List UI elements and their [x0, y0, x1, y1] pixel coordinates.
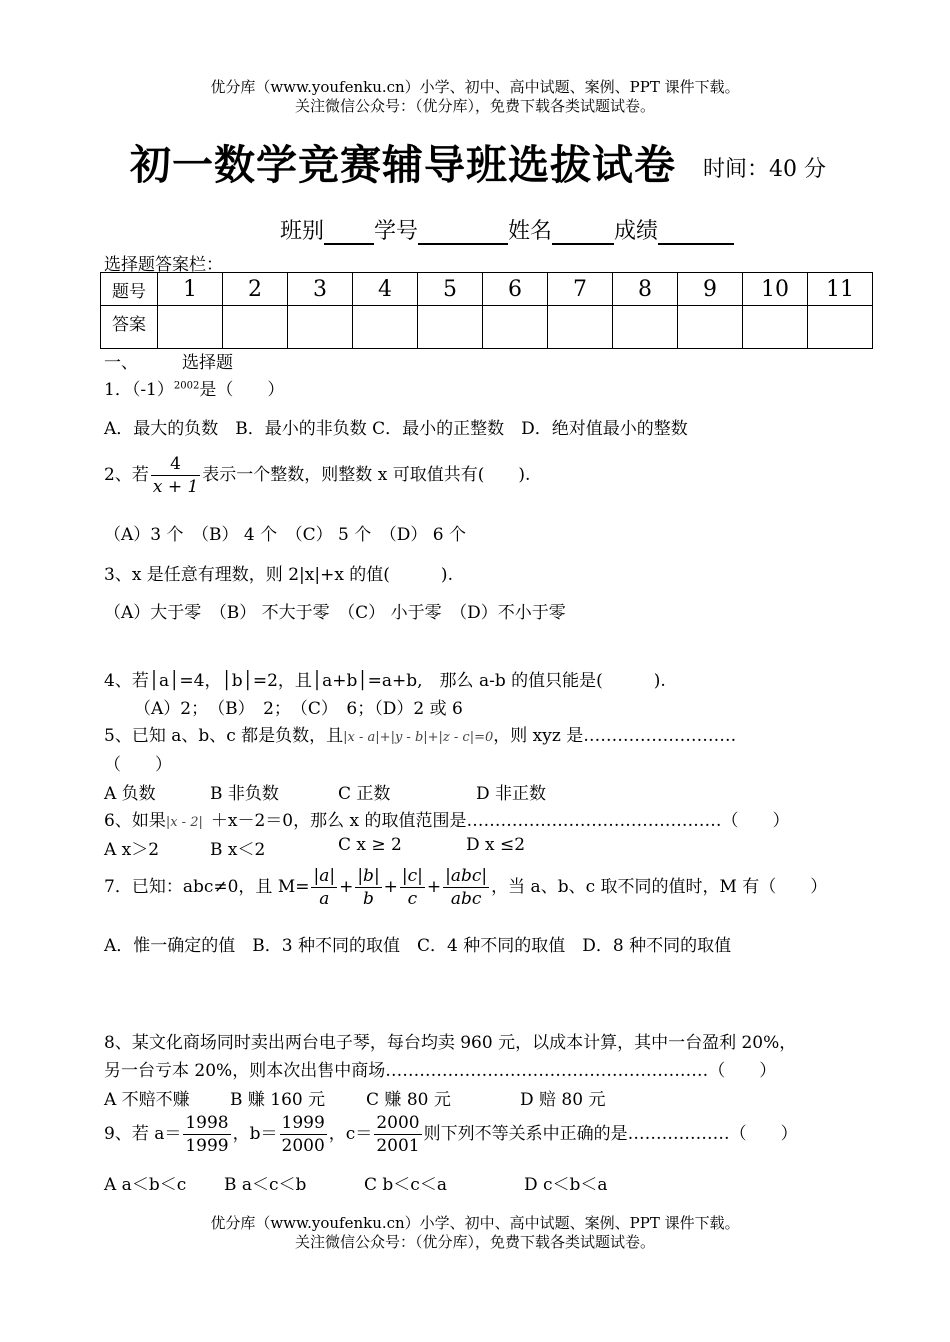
- time-limit: 时间：40 分: [703, 157, 826, 182]
- q8-line-2: 另一台亏本 20%，则本次出售中商场…………………………………………………（ ）: [104, 1061, 777, 1081]
- q2-pre: 2、若: [104, 465, 149, 485]
- question-number: 9: [678, 273, 743, 306]
- q6-pre: 6、如果: [104, 811, 166, 831]
- question-number: 8: [613, 273, 678, 306]
- answer-table: [100, 272, 873, 349]
- q5-stem: [104, 721, 736, 746]
- answer-cell[interactable]: [808, 306, 873, 349]
- q3-stem: 3、x 是任意有理数，则 2|x|+x 的值( ).: [104, 565, 453, 585]
- student-info: [280, 214, 734, 245]
- answer-table-answer-row: [101, 306, 873, 349]
- answer-cell[interactable]: [743, 306, 808, 349]
- q7-denominator: abc: [450, 889, 482, 909]
- q7-fraction: [355, 865, 381, 910]
- class-label: 班别: [280, 219, 325, 244]
- q8-option-d: D 赔 80 元: [520, 1090, 606, 1110]
- q9-fraction-b: [280, 1112, 327, 1157]
- q9-a-denominator: 1999: [185, 1136, 229, 1156]
- answer-cell[interactable]: [613, 306, 678, 349]
- q1-stem-b: 是（ ）: [199, 380, 285, 400]
- section-number: 一、: [104, 353, 138, 373]
- footer-line-2: 关注微信公众号：（优分库），免费下载各类试题试卷。: [294, 1233, 655, 1251]
- q7-denominator: a: [319, 889, 330, 909]
- q5-pre: 5、已知 a、b、c 都是负数，且: [104, 726, 344, 746]
- q5-option-d: D 非正数: [476, 784, 547, 804]
- q5-option-c: C 正数: [338, 784, 391, 804]
- answer-cell[interactable]: [483, 306, 548, 349]
- q5-option-a: A 负数: [104, 784, 156, 804]
- question-number: 3: [288, 273, 353, 306]
- section-heading: [104, 348, 233, 373]
- header-line-1: 优分库（www.youfenku.cn）小学、初中、高中试题、案例、PPT 课件下载。: [210, 78, 740, 96]
- q1-stem-a: 1．（-1）: [104, 380, 174, 400]
- answer-cell[interactable]: [288, 306, 353, 349]
- q2-numerator: 4: [151, 453, 200, 476]
- q8-option-c: C 赚 80 元: [366, 1090, 451, 1110]
- q2-options: （A）3 个 （B） 4 个 （C） 5 个 （D） 6 个: [104, 525, 466, 545]
- q2-denominator: x + 1: [152, 477, 199, 497]
- row-label-answer: 答案: [101, 306, 158, 349]
- answer-table-header-row: [101, 273, 873, 306]
- q5-bracket: （ ）: [104, 755, 172, 775]
- q7-plus: +: [383, 877, 398, 897]
- answer-cell[interactable]: [223, 306, 288, 349]
- q9-a-numerator: 1998: [185, 1113, 229, 1133]
- q3-options: （A）大于零 （B） 不大于零 （C） 小于零 （D）不小于零: [104, 603, 566, 623]
- q7-fraction: [311, 865, 337, 910]
- q7-post: ，当 a、b、c 取不同的值时，M 有（ ）: [491, 877, 828, 897]
- q6-expression: |x - 2|: [165, 815, 203, 830]
- score-blank[interactable]: [658, 219, 734, 245]
- row-label-number: 题号: [101, 273, 158, 306]
- name-blank[interactable]: [552, 219, 614, 245]
- q9-post: 则下列不等关系中正确的是………………（ ）: [423, 1124, 798, 1144]
- question-number: 11: [808, 273, 873, 306]
- q9-stem: [104, 1112, 798, 1157]
- q9-fraction-a: [183, 1112, 230, 1157]
- q7-fraction: [443, 865, 489, 910]
- q5-expression: |x - a|+|y - b|+|z - c|=0: [343, 730, 494, 745]
- q8-option-a: A 不赔不赚: [104, 1090, 190, 1110]
- q6-option-b: B x＜2: [210, 840, 266, 860]
- q9-c-pre: ，c＝: [328, 1124, 373, 1144]
- answer-cell[interactable]: [548, 306, 613, 349]
- q9-b-pre: ，b＝: [232, 1124, 278, 1144]
- footer-line-1: 优分库（www.youfenku.cn）小学、初中、高中试题、案例、PPT 课件下载。: [210, 1214, 740, 1232]
- header-line-2: 关注微信公众号：（优分库），免费下载各类试题试卷。: [294, 97, 655, 115]
- q9-pre: 9、若 a＝: [104, 1124, 182, 1144]
- q5-post: ，则 xyz 是………………………: [493, 726, 737, 746]
- q1-stem: [104, 375, 284, 400]
- q7-plus: +: [426, 877, 442, 897]
- q7-denominator: c: [407, 889, 418, 909]
- q2-post: 表示一个整数，则整数 x 可取值共有( ).: [202, 465, 531, 485]
- q9-c-numerator: 2000: [376, 1113, 420, 1133]
- name-label: 姓名: [508, 219, 553, 244]
- answer-cell[interactable]: [158, 306, 223, 349]
- question-number: 2: [223, 273, 288, 306]
- question-number: 10: [743, 273, 808, 306]
- section-title: 选择题: [182, 353, 233, 373]
- q9-c-denominator: 2001: [376, 1136, 420, 1156]
- question-number: 5: [418, 273, 483, 306]
- q9-b-denominator: 2000: [281, 1136, 325, 1156]
- q9-option-c: C b＜c＜a: [364, 1175, 447, 1195]
- q7-numerator: |a|: [313, 866, 336, 886]
- question-number: 1: [158, 273, 223, 306]
- q7-stem: [104, 865, 827, 910]
- q6-option-a: A x＞2: [104, 840, 160, 860]
- q9-fraction-c: [374, 1112, 421, 1157]
- q6-stem: [104, 806, 789, 831]
- q1-options: A．最大的负数 B．最小的非负数 C．最小的正整数 D．绝对值最小的整数: [104, 419, 688, 439]
- answer-cell[interactable]: [418, 306, 483, 349]
- number-blank[interactable]: [418, 219, 508, 245]
- question-number: 7: [548, 273, 613, 306]
- q1-exponent: 2002: [173, 380, 200, 392]
- q5-option-b: B 非负数: [210, 784, 279, 804]
- q7-denominator: b: [363, 889, 374, 909]
- q7-numerator: |b|: [357, 866, 380, 886]
- q9-option-a: A a＜b＜c: [104, 1175, 187, 1195]
- class-blank[interactable]: [324, 219, 374, 245]
- q7-plus: +: [339, 877, 354, 897]
- number-label: 学号: [374, 219, 419, 244]
- answer-cell[interactable]: [353, 306, 418, 349]
- q2-fraction: [151, 453, 200, 498]
- q6-option-d: D x ≤2: [466, 835, 526, 855]
- q2-stem: [104, 453, 530, 498]
- q7-options: A．惟一确定的值 B．3 种不同的取值 C．4 种不同的取值 D．8 种不同的取值: [104, 936, 732, 956]
- q8-option-b: B 赚 160 元: [230, 1090, 326, 1110]
- q7-fraction: [400, 865, 425, 910]
- q9-option-b: B a＜c＜b: [224, 1175, 307, 1195]
- q4-stem: 4、若│a│=4，│b│=2，且│a+b│=a+b, 那么 a-b 的值只能是( ).: [104, 671, 666, 691]
- q7-pre: 7．已知：abc≠0，且 M=: [104, 877, 310, 897]
- question-number: 6: [483, 273, 548, 306]
- score-label: 成绩: [614, 219, 659, 244]
- q7-numerator: |c|: [401, 866, 423, 886]
- q8-line-1: 8、某文化商场同时卖出两台电子琴，每台均卖 960 元，以成本计算，其中一台盈利 20%，: [104, 1033, 797, 1053]
- answer-cell[interactable]: [678, 306, 743, 349]
- q9-b-numerator: 1999: [281, 1113, 325, 1133]
- page-title: 初一数学竞赛辅导班选拔试卷: [130, 141, 676, 189]
- q9-option-d: D c＜b＜a: [524, 1175, 608, 1195]
- q4-options: （A）2； （B） 2； （C） 6；（D）2 或 6: [134, 699, 463, 719]
- answer-table-caption: 选择题答案栏：: [104, 255, 223, 275]
- q6-option-c: C x ≥ 2: [338, 835, 402, 855]
- q7-numerator: |abc|: [445, 866, 488, 886]
- q6-post: ＋x－2＝0，那么 x 的取值范围是………………………………………（ ）: [210, 811, 790, 831]
- question-number: 4: [353, 273, 418, 306]
